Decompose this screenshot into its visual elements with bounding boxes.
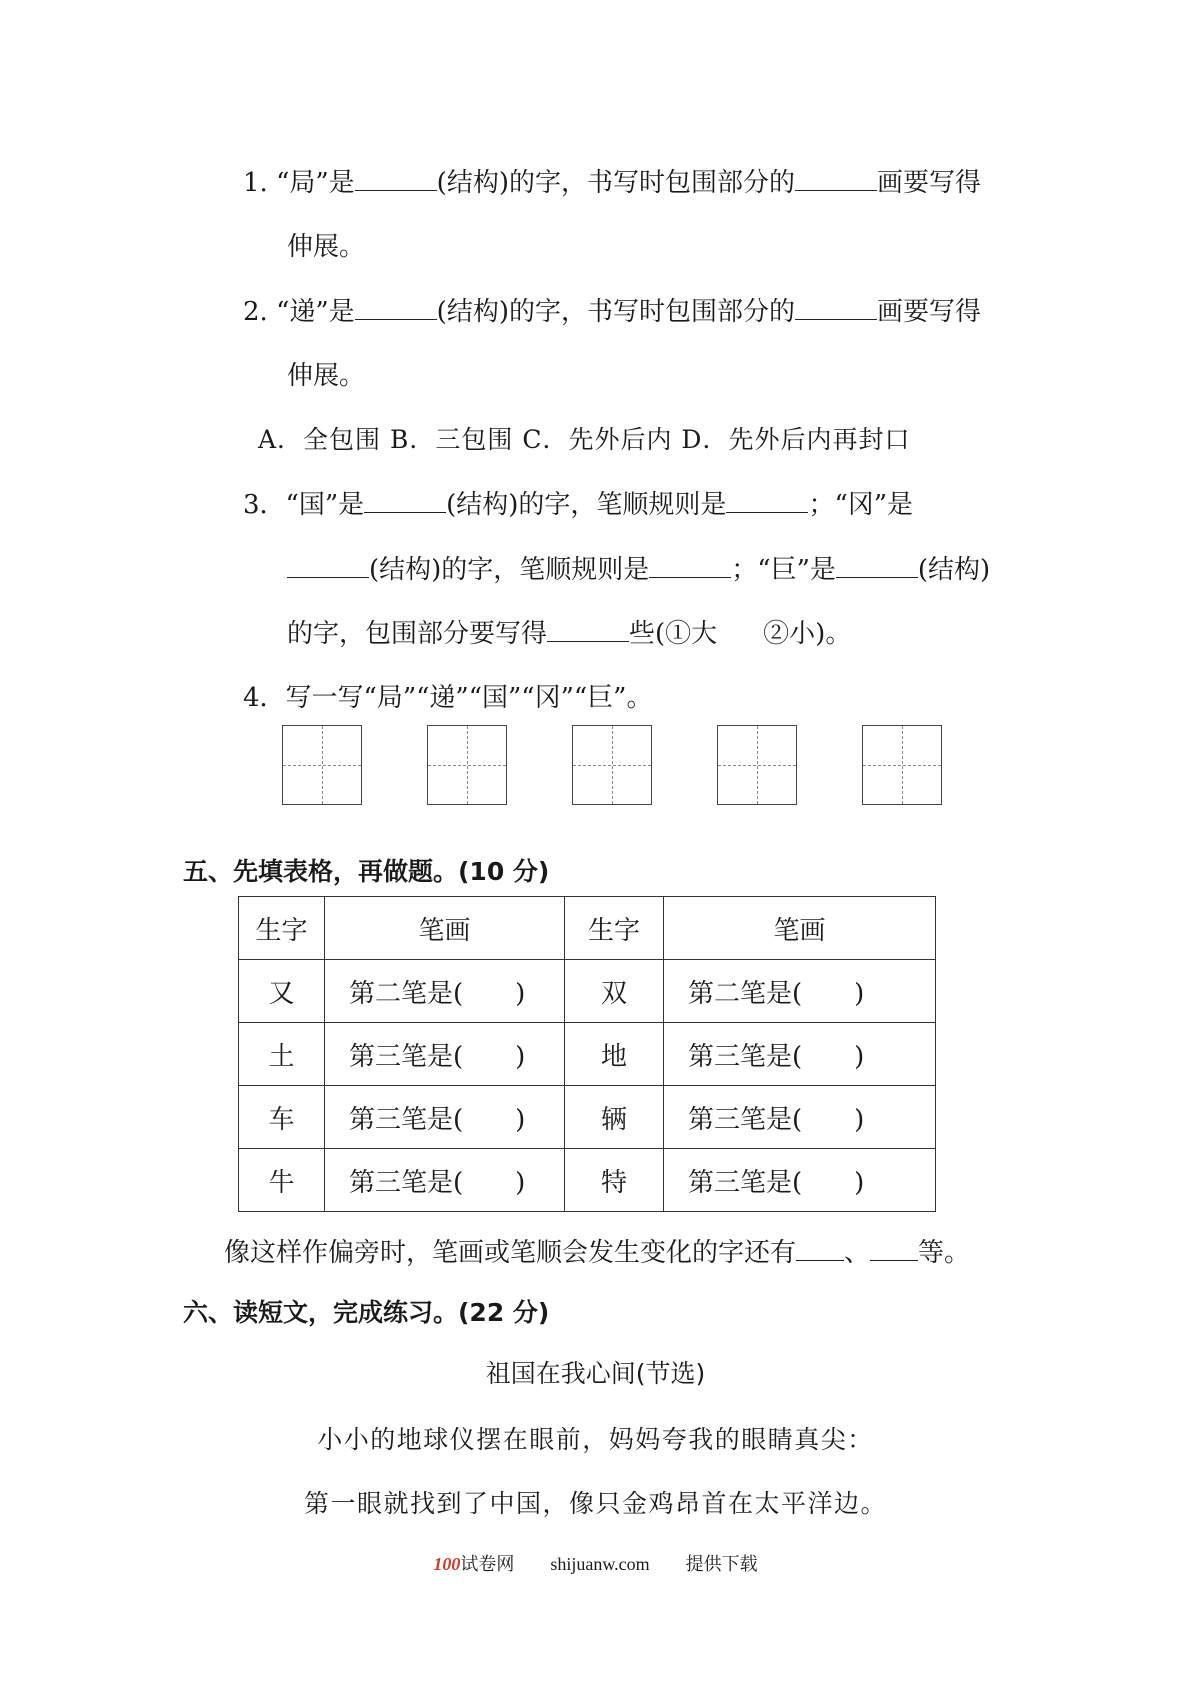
options-line: A．全包围 B．三包围 C．先外后内 D．先外后内再封口 [258,425,911,454]
footer-note: 提供下载 [685,1554,758,1574]
stroke-cell[interactable]: 第三笔是( ) [664,1023,936,1086]
answer-blank[interactable] [870,1234,918,1261]
character-cell: 双 [565,960,664,1023]
site-logo: 100 [433,1554,461,1574]
answer-blank[interactable] [795,164,877,191]
character-cell: 车 [239,1086,325,1149]
answer-blank[interactable] [836,551,918,578]
page-footer [0,1550,1191,1576]
stroke-cell[interactable]: 第三笔是( ) [325,1023,565,1086]
passage-line: 小小的地球仪摆在眼前，妈妈夸我的眼睛真尖： [317,1425,874,1454]
answer-blank[interactable] [796,1234,844,1261]
passage-title: 祖国在我心间(节选) [485,1359,706,1388]
writing-grid[interactable] [427,725,507,805]
writing-grid[interactable] [282,725,362,805]
writing-grid[interactable] [862,725,942,805]
answer-blank[interactable] [355,164,437,191]
question-3-line-3: 的字，包围部分要写得 些(①大 ②小)。 [287,615,851,652]
character-cell: 又 [239,960,325,1023]
stroke-cell[interactable]: 第三笔是( ) [325,1086,565,1149]
character-cell: 土 [239,1023,325,1086]
stroke-cell[interactable]: 第三笔是( ) [664,1149,936,1212]
answer-blank[interactable] [355,293,437,320]
header-cell: 生字 [565,897,664,960]
stroke-cell[interactable]: 第二笔是( ) [325,960,565,1023]
header-cell: 生字 [239,897,325,960]
stroke-cell[interactable]: 第三笔是( ) [325,1149,565,1212]
table-row [239,1023,936,1086]
header-cell: 笔画 [664,897,936,960]
question-1-line-2: 伸展。 [287,232,366,262]
character-cell: 辆 [565,1086,664,1149]
character-cell: 牛 [239,1149,325,1212]
character-cell: 地 [565,1023,664,1086]
table-row [239,1149,936,1212]
section-5-heading: 五、先填表格，再做题。(10 分) [183,857,550,886]
question-1-line-1: 1. “局”是 (结构)的字，书写时包围部分的 画要写得 [243,164,981,201]
question-3-line-2: (结构)的字，笔顺规则是 ；“巨”是 (结构) [287,551,990,588]
answer-blank[interactable] [795,293,877,320]
answer-blank[interactable] [547,615,629,642]
answer-blank[interactable] [364,486,446,513]
stroke-cell[interactable]: 第二笔是( ) [664,960,936,1023]
question-2-line-2: 伸展。 [287,361,366,391]
writing-grid[interactable] [572,725,652,805]
followup-question: 像这样作偏旁时，笔画或笔顺会发生变化的字还有 、 等。 [224,1234,970,1271]
section-6-heading: 六、读短文，完成练习。(22 分) [183,1298,550,1327]
site-name: 试卷网 [460,1554,515,1574]
header-cell: 笔画 [325,897,565,960]
writing-grid-row [282,725,942,807]
passage-line: 第一眼就找到了中国，像只金鸡昂首在太平洋边。 [303,1489,887,1518]
question-3-line-1: 3．“国”是 (结构)的字，笔顺规则是 ；“冈”是 [243,486,913,523]
stroke-table [238,896,936,1212]
answer-blank[interactable] [726,486,808,513]
question-2-line-1: 2. “递”是 (结构)的字，书写时包围部分的 画要写得 [243,293,981,330]
stroke-cell[interactable]: 第三笔是( ) [664,1086,936,1149]
table-row [239,1086,936,1149]
question-4-line: 4．写一写“局”“递”“国”“冈”“巨”。 [243,683,653,713]
writing-grid[interactable] [717,725,797,805]
table-row [239,960,936,1023]
character-cell: 特 [565,1149,664,1212]
table-header-row [239,897,936,960]
answer-blank[interactable] [649,551,731,578]
site-url[interactable]: shijuanw.com [550,1554,650,1574]
answer-blank[interactable] [287,551,369,578]
